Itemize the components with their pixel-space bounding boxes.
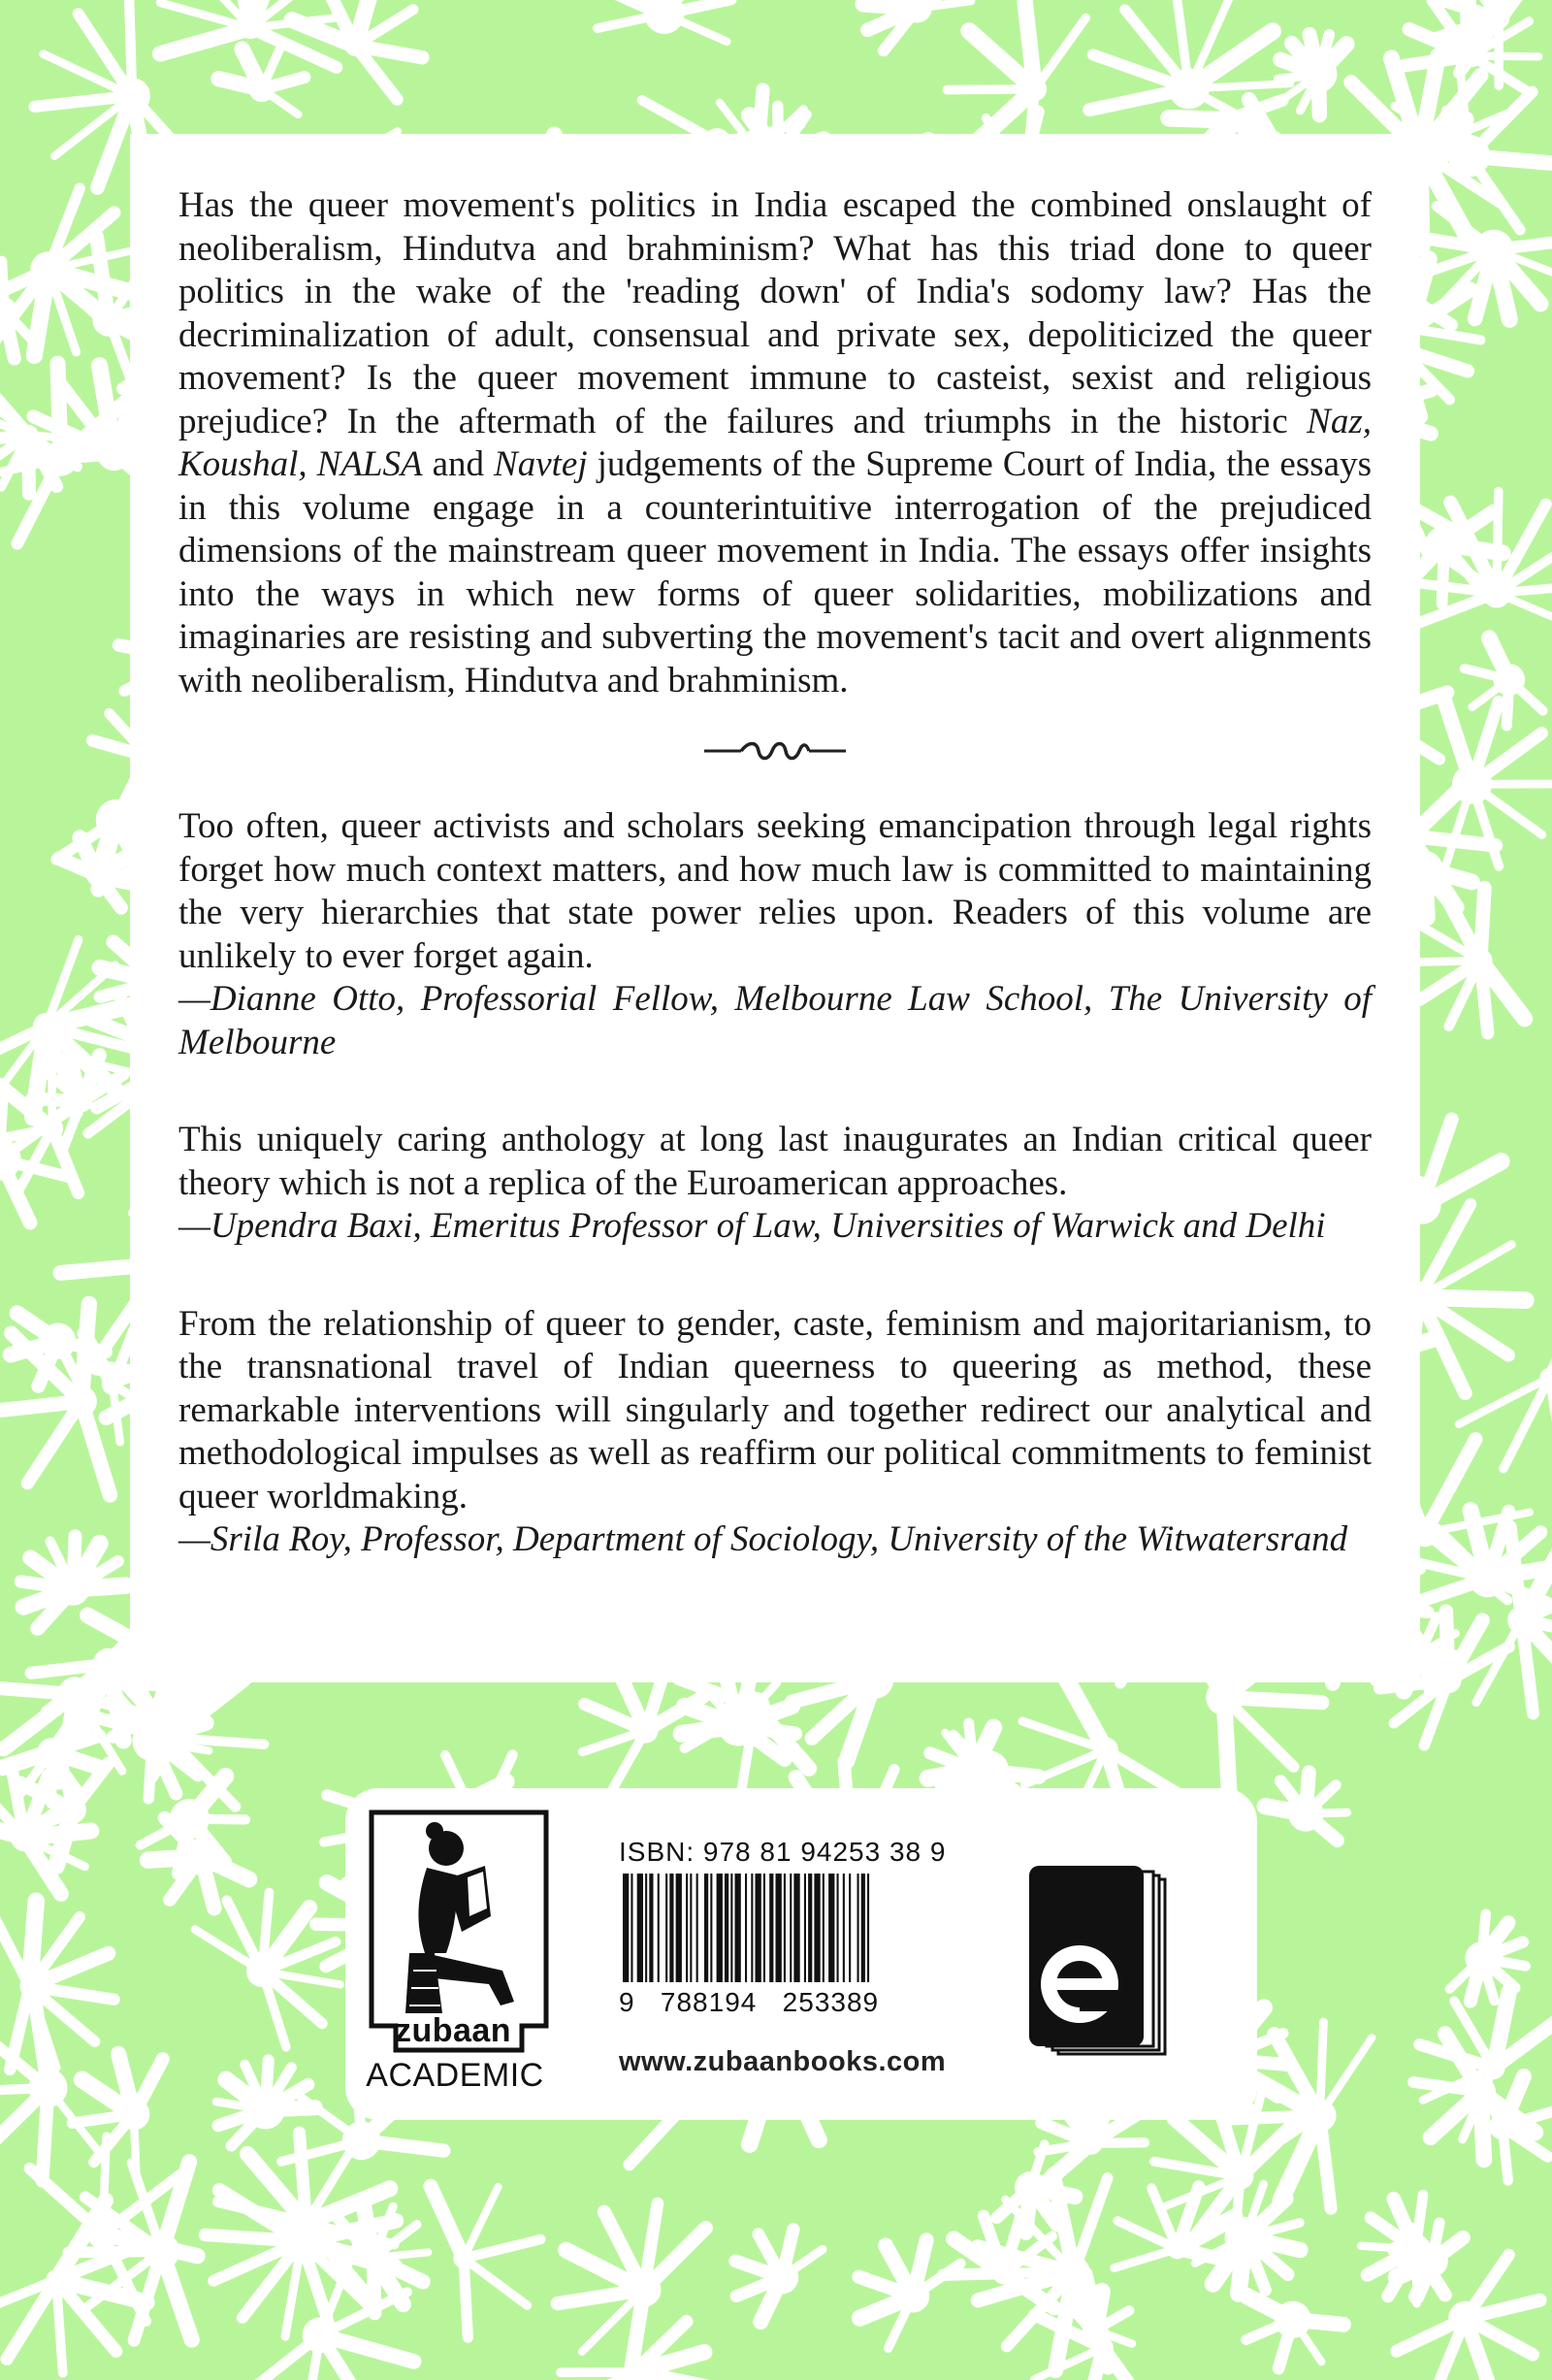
endorsement-attribution: —Dianne Otto, Professorial Fellow, Melbourne Law School, The University of Melbourne xyxy=(178,979,1372,1062)
back-cover-text-panel xyxy=(130,134,1420,1682)
publisher-barcode-box xyxy=(345,1788,1257,2120)
endorsement xyxy=(178,805,1372,1064)
barcode-digits: 9 788194 253389 xyxy=(619,1987,880,2017)
woman-reading-icon xyxy=(367,1808,551,2099)
endorsement-attribution: —Srila Roy, Professor, Department of Sociology, University of the Witwatersrand xyxy=(178,1519,1348,1559)
endorsement xyxy=(178,1303,1372,1562)
endorsement xyxy=(178,1119,1372,1249)
scroll-divider-icon xyxy=(702,737,848,765)
blurb-text: and xyxy=(422,444,495,484)
endorsement-attribution: —Upendra Baxi, Emeritus Professor of Law, Universities of Warwick and Delhi xyxy=(178,1206,1326,1246)
barcode xyxy=(619,1874,939,1990)
ebook-icon xyxy=(1029,1866,1175,2060)
case-name: Navtej xyxy=(494,444,588,484)
blurb-text: judgements of the Supreme Court of India, the essays in this volume engage in a counterintuitive interrogation of the prejudiced dimensions of the mainstream queer movement in India. The essays offer insights into the ways in which new forms of queer solidarities, mobilizations and imaginaries are resisting and subverting the movement's tacit and overt alignments with neoliberalism, Hindutva and brahminism. xyxy=(178,444,1372,701)
endorsement-quote: Too often, queer activists and scholars seeking emancipation through legal rights forget how much context matters, and how much law is committed to maintaining the very hierarchies that state power relies upon. Readers of this volume are unlikely to ever forget again. xyxy=(178,806,1372,976)
publisher-name: zubaan xyxy=(394,2012,512,2049)
book-blurb xyxy=(178,184,1372,702)
blurb-text: Has the queer movement's politics in India escaped the combined onslaught of neoliberalism, Hindutva and brahminism? What has this triad done to queer politics in the wake of the 'reading down' of India's sodomy law? Has the decriminalization of adult, consensual and private sex, depoliticized the queer movement? Is the queer movement immune to casteist, sexist and religious prejudice? In the aftermath of the failures and triumphs in the historic xyxy=(178,185,1372,441)
publisher-imprint: ACADEMIC xyxy=(366,2057,544,2094)
isbn-label: ISBN: 978 81 94253 38 9 xyxy=(619,1837,947,1867)
publisher-website: www.zubaanbooks.com xyxy=(619,2046,947,2077)
endorsement-quote: From the relationship of queer to gender, caste, feminism and majoritarianism, to the transnational travel of Indian queerness to queering as method, these remarkable interventions will singularly and together redirect our analytical and methodological impulses as well as reaffirm our political commitments to feminist queer worldmaking. xyxy=(178,1303,1372,1516)
case-name: Naz, Koushal, NALSA xyxy=(178,401,1372,484)
endorsement-quote: This uniquely caring anthology at long last inaugurates an Indian critical queer theory which is not a replica of the Euroamerican approaches. xyxy=(178,1120,1372,1203)
